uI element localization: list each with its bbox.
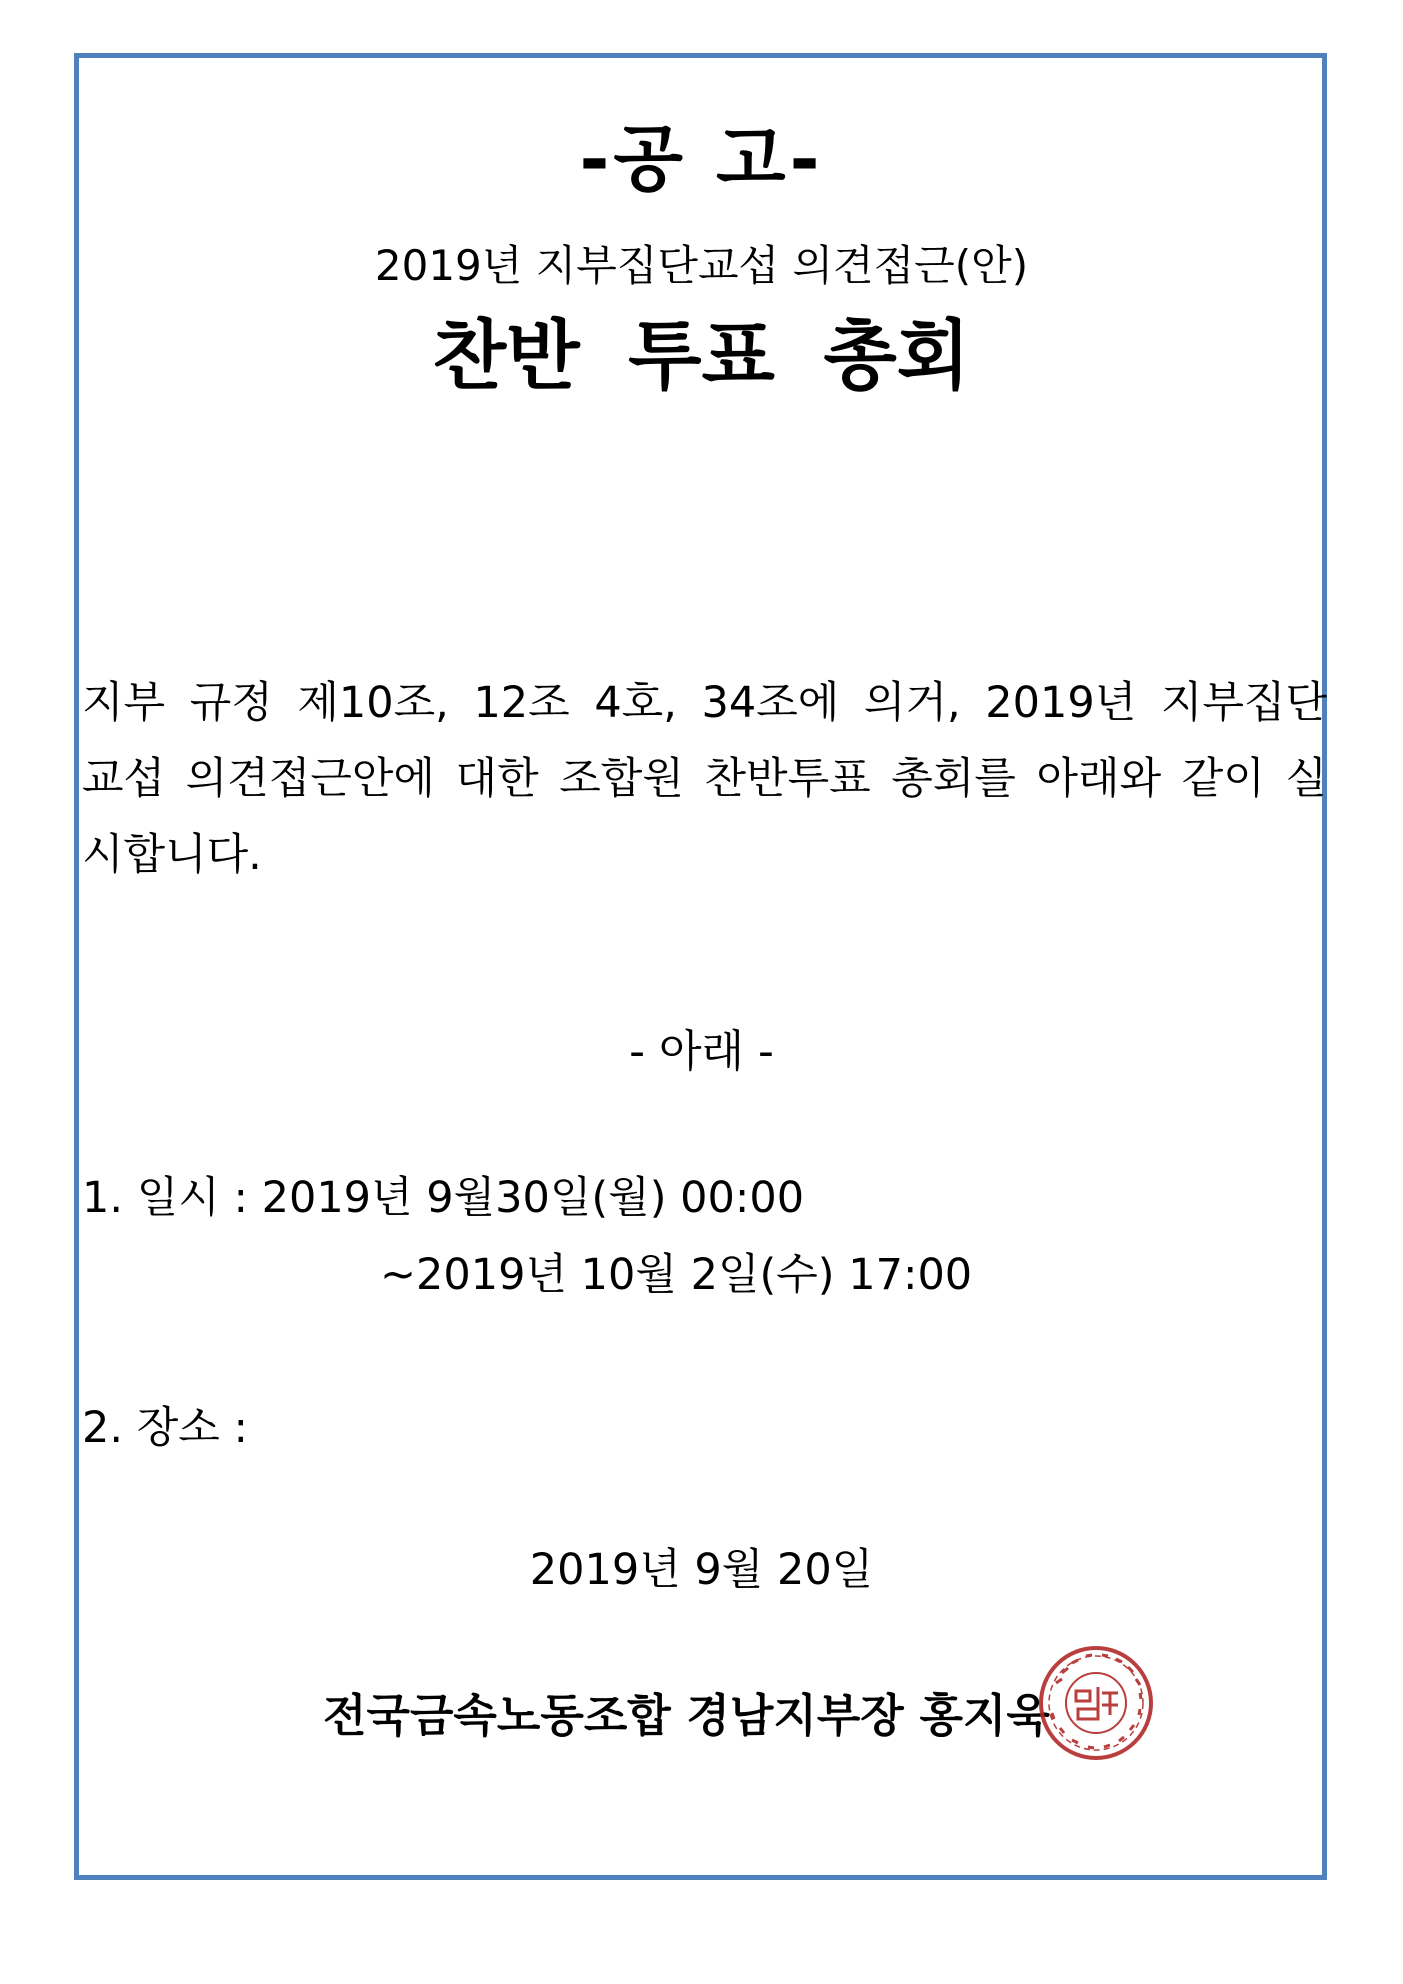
item-location [82,1398,248,1458]
notice-body: 지부 규정 제10조, 12조 4호, 34조에 의거, 2019년 지부집단교섭 의견접근안에 대한 조합원 찬반투표 총회를 아래와 같이 실시합니다. [82,678,1327,880]
item-schedule [82,1168,804,1228]
notice-headline: 찬반 투표 총회 [432,311,971,400]
official-seal-icon [1036,1643,1156,1763]
item-schedule-start: 2019년 9월30일(월) 00:00 [261,1173,805,1223]
item-schedule-end: ~2019년 10월 2일(수) 17:00 [380,1250,973,1300]
signer-name: 전국금속노동조합 경남지부장 홍지욱 [323,1689,1050,1742]
notice-title: -공 고- [579,117,824,201]
item-location-label: 2. 장소 : [82,1403,248,1453]
section-heading-arae: - 아래 - [629,1026,774,1077]
notice-date: 2019년 9월 20일 [529,1545,874,1595]
notice-subtitle: 2019년 지부집단교섭 의견접근(안) [374,241,1029,290]
item-schedule-label: 1. 일시 : [82,1173,262,1223]
